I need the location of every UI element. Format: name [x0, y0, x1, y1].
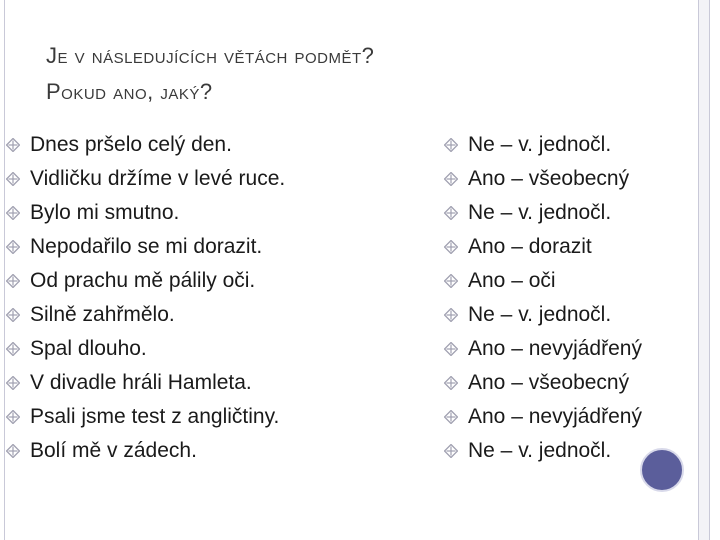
answers-list: [444, 128, 642, 468]
title-line-1: Je v následujících větách podmět?: [46, 43, 375, 68]
sentence-text: V divadle hráli Hamleta.: [30, 371, 252, 394]
diamond-bullet-icon: [444, 240, 458, 254]
sentence-item: [6, 332, 285, 366]
sentence-item: [6, 434, 285, 468]
left-frame-line: [4, 0, 5, 540]
sentence-item: [6, 298, 285, 332]
answer-text: Ne – v. jednočl.: [468, 439, 612, 462]
answer-text: Ne – v. jednočl.: [468, 201, 612, 224]
answer-item: [444, 298, 642, 332]
diamond-bullet-icon: [444, 274, 458, 288]
diamond-bullet-icon: [6, 206, 20, 220]
answer-item: [444, 230, 642, 264]
rail-bar: [698, 0, 710, 540]
diamond-bullet-icon: [444, 342, 458, 356]
answer-text: Ano – nevyjádřený: [468, 405, 642, 428]
decorative-circle: [640, 448, 684, 492]
diamond-bullet-icon: [444, 376, 458, 390]
answer-text: Ano – všeobecný: [468, 167, 630, 190]
sentence-text: Nepodařilo se mi dorazit.: [30, 235, 263, 258]
answer-item: [444, 128, 642, 162]
sentence-text: Bylo mi smutno.: [30, 201, 180, 224]
sentence-text: Od prachu mě pálily oči.: [30, 269, 256, 292]
answer-text: Ano – všeobecný: [468, 371, 630, 394]
diamond-bullet-icon: [444, 308, 458, 322]
answer-item: [444, 400, 642, 434]
sentence-item: [6, 128, 285, 162]
diamond-bullet-icon: [6, 172, 20, 186]
diamond-bullet-icon: [6, 410, 20, 424]
sentence-text: Silně zahřmělo.: [30, 303, 175, 326]
sentence-text: Dnes pršelo celý den.: [30, 133, 232, 156]
diamond-bullet-icon: [6, 138, 20, 152]
answer-text: Ne – v. jednočl.: [468, 133, 612, 156]
diamond-bullet-icon: [444, 410, 458, 424]
diamond-bullet-icon: [6, 444, 20, 458]
answer-text: Ano – dorazit: [468, 235, 592, 258]
sentence-item: [6, 162, 285, 196]
answer-item: [444, 434, 642, 468]
sentence-text: Bolí mě v zádech.: [30, 439, 197, 462]
answer-item: [444, 196, 642, 230]
diamond-bullet-icon: [6, 308, 20, 322]
answer-text: Ano – nevyjádřený: [468, 337, 642, 360]
sentence-text: Vidličku držíme v levé ruce.: [30, 167, 286, 190]
title-line-2: Pokud ano, jaký?: [46, 79, 213, 104]
sentence-item: [6, 264, 285, 298]
answer-item: [444, 366, 642, 400]
diamond-bullet-icon: [6, 376, 20, 390]
answer-item: [444, 332, 642, 366]
diamond-bullet-icon: [444, 444, 458, 458]
sentences-list: [6, 128, 285, 468]
sentence-text: Psali jsme test z angličtiny.: [30, 405, 280, 428]
slide-title: [46, 38, 646, 110]
answer-item: [444, 162, 642, 196]
sentence-item: [6, 400, 285, 434]
diamond-bullet-icon: [6, 342, 20, 356]
answer-text: Ne – v. jednočl.: [468, 303, 612, 326]
right-decorative-rail: [692, 0, 720, 540]
sentence-text: Spal dlouho.: [30, 337, 147, 360]
diamond-bullet-icon: [6, 240, 20, 254]
diamond-bullet-icon: [444, 206, 458, 220]
sentence-item: [6, 366, 285, 400]
diamond-bullet-icon: [444, 172, 458, 186]
diamond-bullet-icon: [6, 274, 20, 288]
answer-text: Ano – oči: [468, 269, 556, 292]
sentence-item: [6, 196, 285, 230]
answer-item: [444, 264, 642, 298]
sentence-item: [6, 230, 285, 264]
diamond-bullet-icon: [444, 138, 458, 152]
